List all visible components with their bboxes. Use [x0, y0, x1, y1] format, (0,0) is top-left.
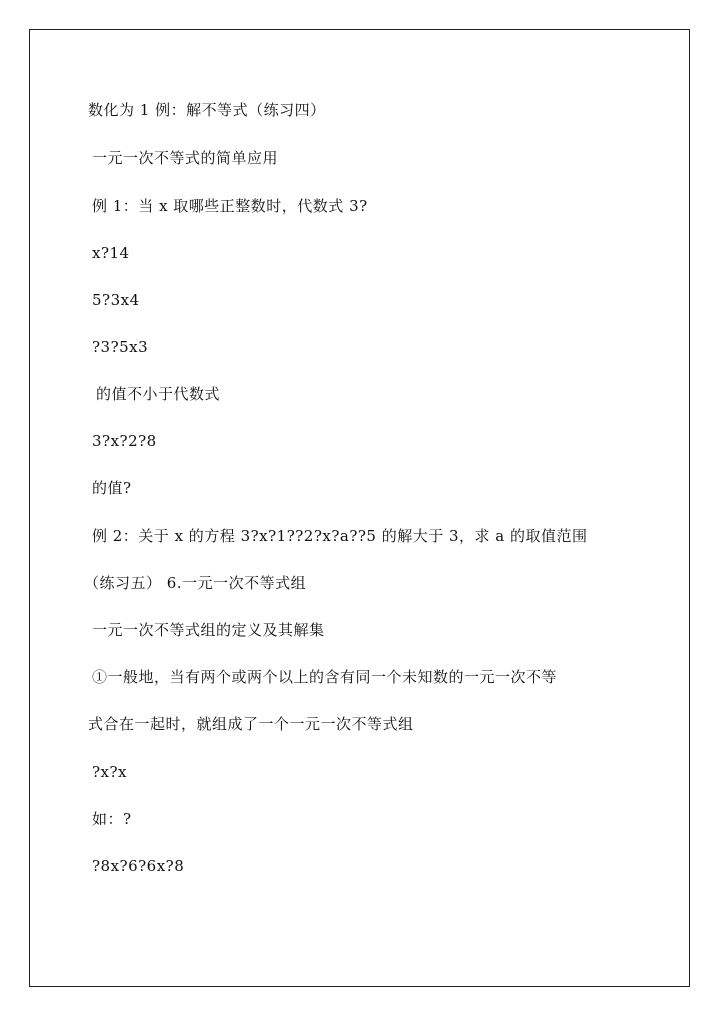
- page-border: [29, 29, 690, 987]
- text-line-3: 例 1：当 x 取哪些正整数时，代数式 3?: [92, 197, 368, 215]
- text-line-2: 一元一次不等式的简单应用: [92, 149, 279, 167]
- text-line-11: （练习五） 6.一元一次不等式组: [84, 574, 307, 592]
- text-line-9: 的值?: [92, 479, 132, 497]
- text-line-12: 一元一次不等式组的定义及其解集: [92, 621, 325, 639]
- text-line-15: ?x?x: [92, 763, 128, 781]
- text-line-14: 式合在一起时，就组成了一个一元一次不等式组: [88, 715, 414, 733]
- text-line-17: ?8x?6?6x?8: [92, 857, 185, 875]
- text-line-6: ?3?5x3: [92, 338, 149, 356]
- text-line-10: 例 2：关于 x 的方程 3?x?1??2?x?a??5 的解大于 3，求 a 的取值范围: [92, 527, 588, 545]
- text-line-1: 数化为 1 例：解不等式（练习四）: [88, 101, 326, 119]
- text-line-7: 的值不小于代数式: [96, 385, 221, 403]
- text-line-5: 5?3x4: [92, 291, 140, 309]
- text-line-13: ①一般地，当有两个或两个以上的含有同一个未知数的一元一次不等: [92, 668, 558, 686]
- text-line-8: 3?x?2?8: [92, 432, 157, 450]
- text-line-4: x?14: [92, 244, 130, 262]
- text-line-16: 如：?: [92, 810, 132, 828]
